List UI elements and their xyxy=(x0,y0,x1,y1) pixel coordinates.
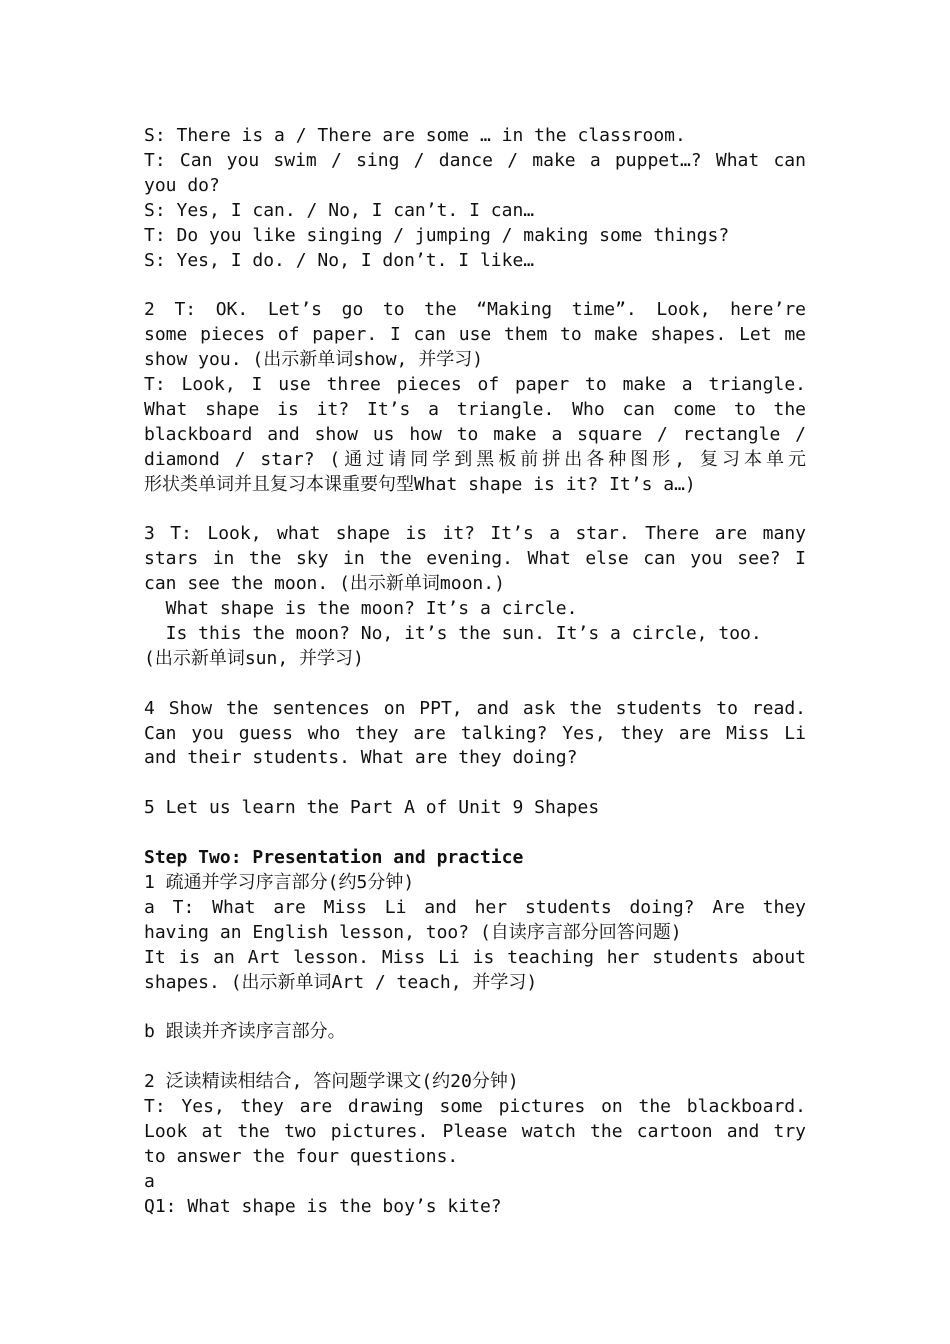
text-line: a T: What are Miss Li and her students doing? Are they xyxy=(144,896,806,918)
text-line: having an English lesson, too? (自读序言部分回答问题) xyxy=(144,921,682,943)
document-page xyxy=(144,124,806,1220)
text-line: T: Do you like singing / jumping / making some things? xyxy=(144,224,730,246)
text-line: 4 Show the sentences on PPT, and ask the students to read. xyxy=(144,697,806,719)
text-line: show you. (出示新单词show, 并学习) xyxy=(144,349,484,371)
text-line: can see the moon. (出示新单词moon.) xyxy=(144,573,505,595)
blank-line xyxy=(144,771,806,796)
text-line: S: Yes, I can. / No, I can’t. I can… xyxy=(144,199,535,221)
text-line: 形状类单词并且复习本课重要句型What shape is it? It’s a…) xyxy=(144,473,696,495)
text-line: S: Yes, I do. / No, I don’t. I like… xyxy=(144,249,535,271)
text-line: Q1: What shape is the boy’s kite? xyxy=(144,1195,502,1217)
text-line: and their students. What are they doing? xyxy=(144,747,578,769)
text-line: T: Yes, they are drawing some pictures on the blackboard. xyxy=(144,1096,806,1118)
text-line: shapes. (出示新单词Art / teach, 并学习) xyxy=(144,971,538,993)
text-line: It is an Art lesson. Miss Li is teaching her students about xyxy=(144,946,806,968)
blank-line xyxy=(144,273,806,298)
text-line: 2 泛读精读相结合, 答问题学课文(约20分钟) xyxy=(144,1071,519,1093)
text-line: some pieces of paper. I can use them to make shapes. Let me xyxy=(144,324,806,346)
text-line: T: Can you swim / sing / dance / make a puppet…? What can xyxy=(144,149,806,171)
blank-line xyxy=(144,672,806,697)
text-line: b 跟读并齐读序言部分。 xyxy=(144,1021,346,1043)
text-line: What shape is it? It’s a triangle. Who can come to the xyxy=(144,398,806,420)
section-heading: Step Two: Presentation and practice xyxy=(144,847,524,869)
text-line: (出示新单词sun, 并学习) xyxy=(144,647,364,669)
text-line: Can you guess who they are talking? Yes, they are Miss Li xyxy=(144,722,806,744)
text-line: 3 T: Look, what shape is it? It’s a star. There are many xyxy=(144,523,806,545)
text-line: 5 Let us learn the Part A of Unit 9 Shapes xyxy=(144,797,600,819)
text-line: Is this the moon? No, it’s the sun. It’s a circle, too. xyxy=(144,622,762,644)
text-line: to answer the four questions. xyxy=(144,1145,459,1167)
blank-line xyxy=(144,497,806,522)
text-line: you do? xyxy=(144,174,220,196)
blank-line xyxy=(144,995,806,1020)
text-line: 2 T: OK. Let’s go to the “Making time”. Look, here’re xyxy=(144,299,806,321)
text-line: 1 疏通并学习序言部分(约5分钟) xyxy=(144,871,415,893)
blank-line xyxy=(144,1045,806,1070)
text-line: S: There is a / There are some … in the classroom. xyxy=(144,125,686,146)
text-line: blackboard and show us how to make a square / rectangle / xyxy=(144,423,806,445)
text-line: Look at the two pictures. Please watch the cartoon and try xyxy=(144,1120,806,1142)
text-line: T: Look, I use three pieces of paper to make a triangle. xyxy=(144,374,806,395)
text-line: diamond / star? (通过请同学到黑板前拼出各种图形, 复习本单元 xyxy=(144,448,806,470)
blank-line xyxy=(144,821,806,846)
text-line: a xyxy=(144,1170,155,1192)
text-line: What shape is the moon? It’s a circle. xyxy=(144,598,578,620)
text-line: stars in the sky in the evening. What else can you see? I xyxy=(144,548,806,570)
